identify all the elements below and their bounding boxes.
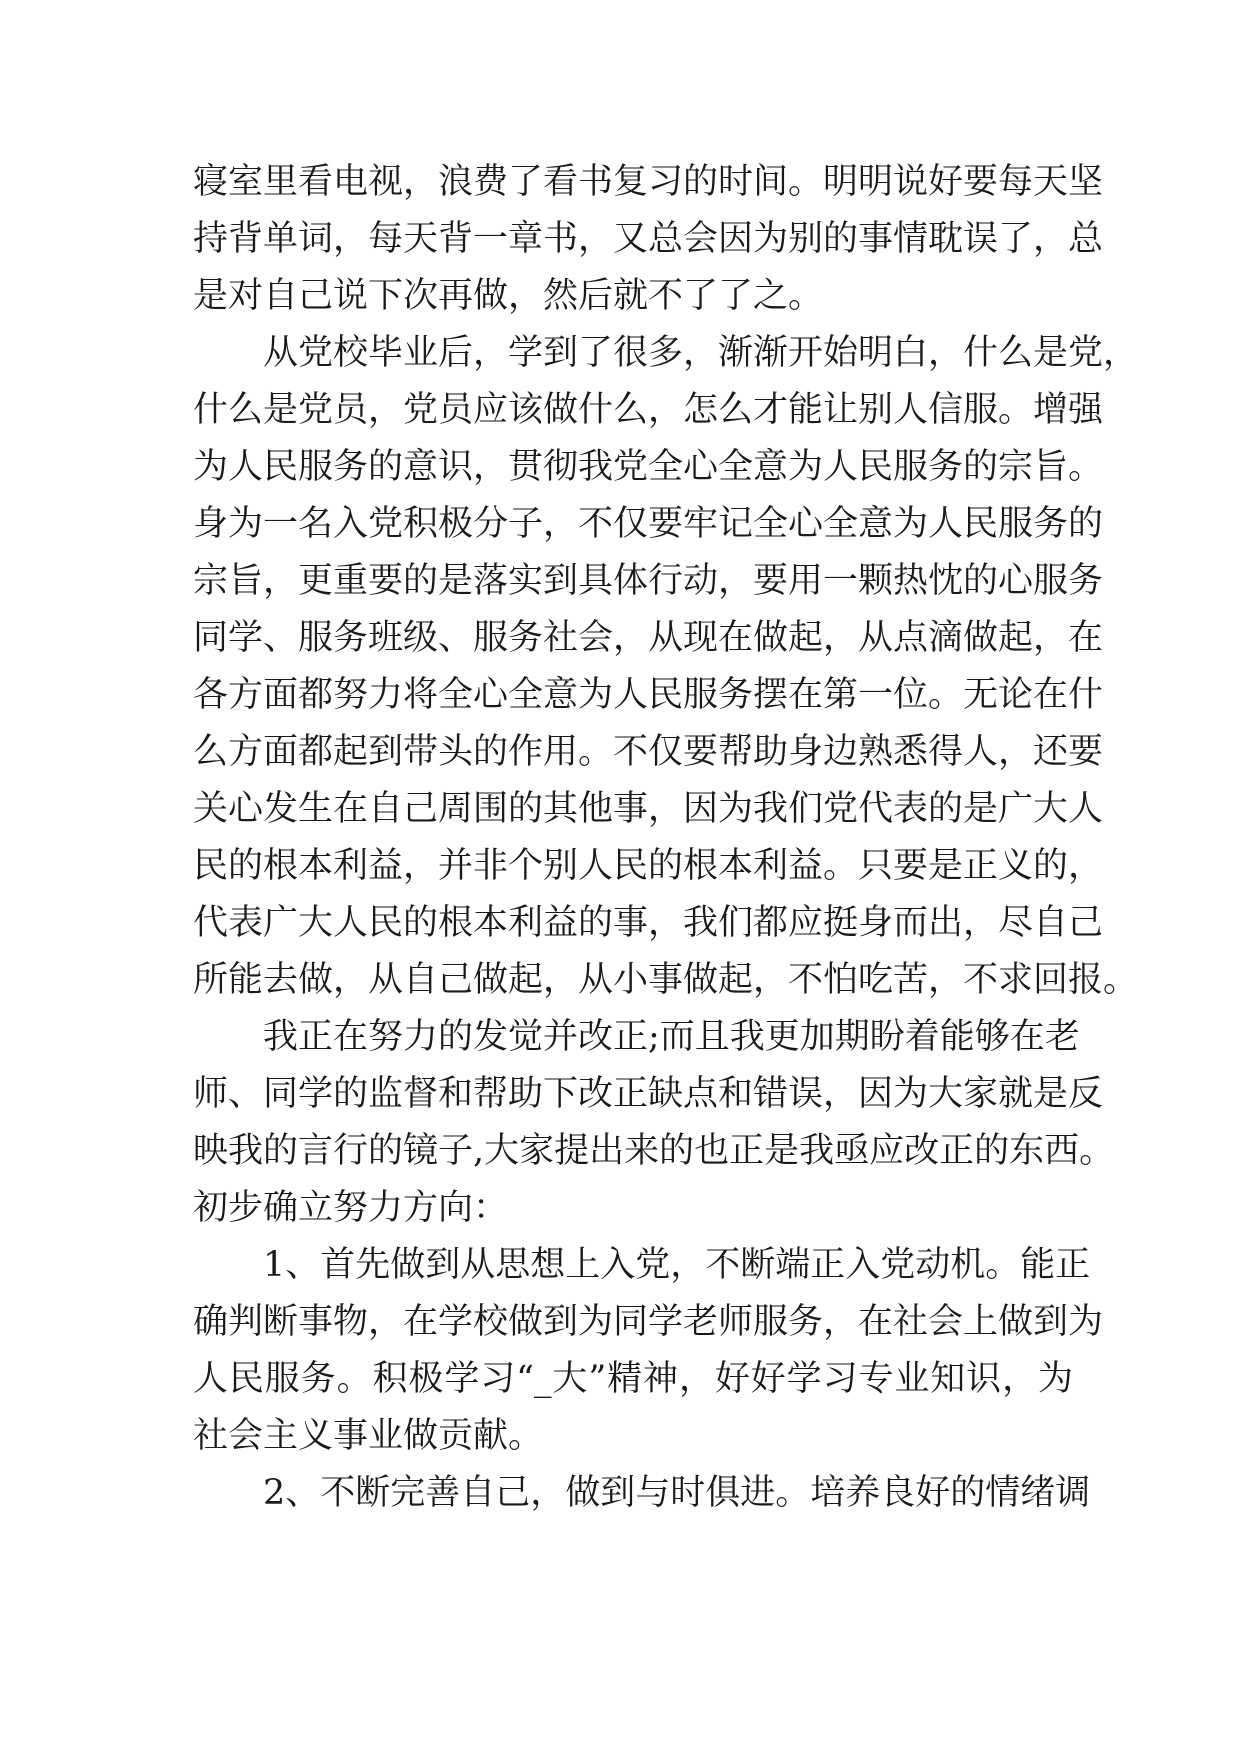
text-line: 社会主义事业做贡献。: [193, 1416, 544, 1456]
text-line: 代表广大人民的根本利益的事，我们都应挺身而出，尽自己: [193, 903, 1104, 943]
text-line: 师、同学的监督和帮助下改正缺点和错误，因为大家就是反: [193, 1074, 1104, 1114]
text-line: 关心发生在自己周围的其他事，因为我们党代表的是广大人: [193, 789, 1104, 829]
text-line: 初步确立努力方向：: [193, 1188, 509, 1228]
text-line: 从党校毕业后，学到了很多，渐渐开始明白，什么是党，: [263, 333, 1139, 373]
text-line: 持背单词，每天背一章书，又总会因为别的事情耽误了，总: [193, 219, 1104, 259]
text-line: 宗旨，更重要的是落实到具体行动，要用一颗热忱的心服务: [193, 561, 1104, 601]
text-line: 人民服务。积极学习“_大”精神，好好学习专业知识，为: [193, 1359, 1073, 1399]
text-line: 1、首先做到从思想上入党，不断端正入党动机。能正: [263, 1245, 1091, 1285]
text-line: 民的根本利益，并非个别人民的根本利益。只要是正义的，: [193, 846, 1104, 886]
text-line: 么方面都起到带头的作用。不仅要帮助身边熟悉得人，还要: [193, 732, 1104, 772]
text-line: 确判断事物，在学校做到为同学老师服务，在社会上做到为: [193, 1302, 1104, 1342]
text-line: 同学、服务班级、服务社会，从现在做起，从点滴做起，在: [193, 618, 1104, 658]
text-line: 寝室里看电视，浪费了看书复习的时间。明明说好要每天坚: [193, 162, 1104, 202]
text-line: 我正在努力的发觉并改正;而且我更加期盼着能够在老: [263, 1017, 1080, 1057]
text-line: 为人民服务的意识，贯彻我党全心全意为人民服务的宗旨。: [193, 447, 1104, 487]
text-line: 什么是党员，党员应该做什么，怎么才能让别人信服。增强: [193, 390, 1104, 430]
text-line: 身为一名入党积极分子，不仅要牢记全心全意为人民服务的: [193, 504, 1104, 544]
text-line: 映我的言行的镜子,大家提出来的也正是我亟应改正的东西。: [193, 1131, 1115, 1171]
text-line: 2、不断完善自己，做到与时俱进。培养良好的情绪调: [263, 1473, 1091, 1513]
document-body: [193, 154, 1139, 1522]
text-line: 各方面都努力将全心全意为人民服务摆在第一位。无论在什: [193, 675, 1104, 715]
text-line: 是对自己说下次再做，然后就不了了之。: [193, 276, 824, 316]
text-line: 所能去做，从自己做起，从小事做起，不怕吃苦，不求回报。: [193, 960, 1139, 1000]
